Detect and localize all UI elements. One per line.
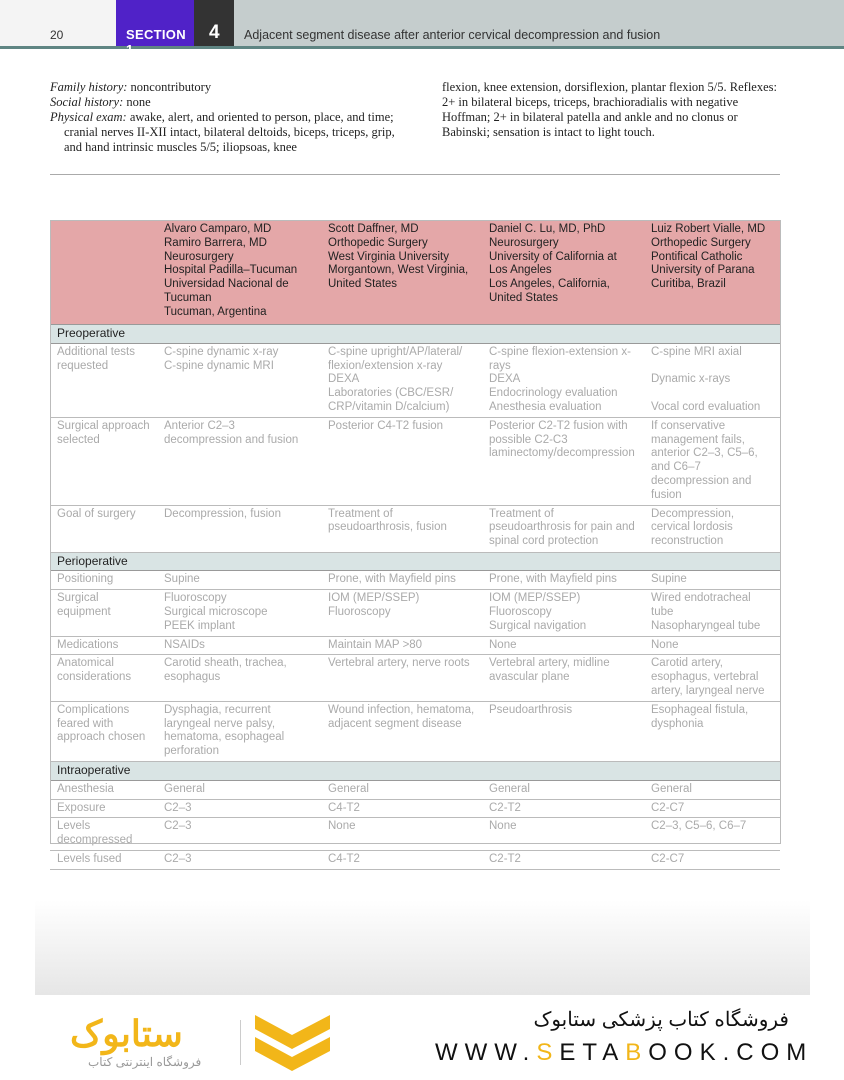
table-row — [50, 799, 780, 818]
row-label: Levels decompressed — [50, 818, 157, 851]
table-cell: C2–3, C5–6, C6–7 — [644, 818, 780, 851]
social-history: none — [123, 95, 151, 109]
table-cell: C2-T2 — [482, 799, 644, 818]
history-left-column — [50, 80, 400, 155]
surgeon-header-cell: Daniel C. Lu, MD, PhD Neurosurgery University of California at Los Angeles Los Angeles, California, United States — [482, 220, 644, 325]
table-cell: Wired endotracheal tube Nasopharyngeal tube — [644, 590, 780, 636]
table-row — [50, 701, 780, 761]
table-row — [50, 417, 780, 505]
running-header — [0, 0, 844, 57]
table-row — [50, 636, 780, 655]
physical-exam-continued: flexion, knee extension, dorsiflexion, plantar flexion 5/5. Reflexes: 2+ in bilateral biceps, triceps, brachioradialis with negative Hoffman; 2+ in bilateral patella and ankle and no clonus or Babinski; sensation is intact to light touch. — [442, 80, 777, 139]
table-cell: Dysphagia, recurrent laryngeal nerve palsy, hematoma, esophageal perforation — [157, 701, 321, 761]
table-cell: General — [157, 780, 321, 799]
surgeon-header-cell: Alvaro Camparo, MD Ramiro Barrera, MD Neurosurgery Hospital Padilla–Tucuman Universidad Nacional de Tucuman Tucuman, Argentina — [157, 220, 321, 325]
section-label: Preoperative — [50, 325, 780, 344]
page-bottom-shadow — [35, 900, 810, 995]
table-cell: Prone, with Mayfield pins — [321, 571, 482, 590]
table-cell: Posterior C2-T2 fusion with possible C2-C3 laminectomy/decompression — [482, 417, 644, 505]
social-history-label: Social history: — [50, 95, 124, 109]
physical-exam-label: Physical exam: — [50, 110, 127, 124]
section-label: Perioperative — [50, 552, 780, 571]
table-cell: Posterior C4-T2 fusion — [321, 417, 482, 505]
table-row — [50, 655, 780, 701]
table-cell: C-spine dynamic x-ray C-spine dynamic MRI — [157, 343, 321, 417]
divider — [50, 174, 780, 175]
row-label: Exposure — [50, 799, 157, 818]
family-history-label: Family history: — [50, 80, 128, 94]
table-cell: None — [482, 636, 644, 655]
table-cell: C2-C7 — [644, 850, 780, 869]
table-cell: Anterior C2–3 decompression and fusion — [157, 417, 321, 505]
family-history: noncontributory — [127, 80, 212, 94]
row-label: Surgical approach selected — [50, 417, 157, 505]
row-label: Anesthesia — [50, 780, 157, 799]
row-label: Goal of surgery — [50, 505, 157, 552]
row-label: Anatomical considerations — [50, 655, 157, 701]
table-cell: C-spine upright/AP/lateral/ flexion/extension x-ray DEXA Laboratories (CBC/ESR/ CRP/vitamin D/calcium) — [321, 343, 482, 417]
shop-url[interactable] — [435, 1039, 813, 1067]
table-cell: IOM (MEP/SSEP) Fluoroscopy Surgical navigation — [482, 590, 644, 636]
table-cell: Fluoroscopy Surgical microscope PEEK implant — [157, 590, 321, 636]
empty-header-cell — [50, 220, 157, 325]
table-cell: None — [321, 818, 482, 851]
page-number: 20 — [50, 28, 64, 42]
table-cell: Supine — [157, 571, 321, 590]
table-row — [50, 505, 780, 552]
table-cell: Esophageal fistula, dysphonia — [644, 701, 780, 761]
table-cell: NSAIDs — [157, 636, 321, 655]
url-part: B — [625, 1039, 649, 1066]
table-cell: C-spine MRI axial Dynamic x-rays Vocal cord evaluation — [644, 343, 780, 417]
table-cell: Pseudoarthrosis — [482, 701, 644, 761]
row-label: Additional tests requested — [50, 343, 157, 417]
table-cell: General — [321, 780, 482, 799]
table-cell: Decompression, cervical lordosis reconstruction — [644, 505, 780, 552]
row-label: Complications feared with approach chosen — [50, 701, 157, 761]
table-cell: Vertebral artery, midline avascular plane — [482, 655, 644, 701]
page-number-box — [0, 0, 116, 46]
table-cell: Treatment of pseudoarthrosis for pain and spinal cord protection — [482, 505, 644, 552]
chapter-title: Adjacent segment disease after anterior cervical decompression and fusion — [244, 28, 661, 42]
surgeon-comparison-table — [50, 220, 780, 870]
url-part: OOK.COM — [648, 1039, 814, 1066]
table-cell: General — [482, 780, 644, 799]
table-cell: C2–3 — [157, 850, 321, 869]
table-cell: C2–3 — [157, 818, 321, 851]
setabook-logo: ستابوک — [70, 1013, 183, 1054]
table-cell: C2–3 — [157, 799, 321, 818]
section-label: SECTION 1 — [126, 27, 186, 57]
row-label: Surgical equipment — [50, 590, 157, 636]
table-cell: Supine — [644, 571, 780, 590]
section-row — [50, 552, 780, 571]
logo-separator — [240, 1020, 241, 1065]
table-cell: C4-T2 — [321, 850, 482, 869]
table-cell: Carotid sheath, trachea, esophagus — [157, 655, 321, 701]
table-cell: Prone, with Mayfield pins — [482, 571, 644, 590]
table-cell: General — [644, 780, 780, 799]
table-header-row — [50, 220, 780, 325]
table-cell: Vertebral artery, nerve roots — [321, 655, 482, 701]
history-right-column — [442, 80, 782, 140]
section-badge — [116, 0, 194, 57]
table-cell: None — [482, 818, 644, 851]
table-row — [50, 780, 780, 799]
section-row — [50, 761, 780, 780]
table-row — [50, 818, 780, 851]
section-row — [50, 325, 780, 344]
surgeon-header-cell: Luiz Robert Vialle, MD Orthopedic Surgery Pontifical Catholic University of Parana Curitiba, Brazil — [644, 220, 780, 325]
url-part: S — [536, 1039, 560, 1066]
table-row — [50, 571, 780, 590]
shop-name: فروشگاه کتاب پزشکی ستابوک — [533, 1009, 789, 1031]
table-cell: If conservative management fails, anterior C2–3, C5–6, and C6–7 decompression and fusion — [644, 417, 780, 505]
table-cell: C-spine flexion-extension x-rays DEXA Endocrinology evaluation Anesthesia evaluation — [482, 343, 644, 417]
row-label: Positioning — [50, 571, 157, 590]
table-cell: Wound infection, hematoma, adjacent segment disease — [321, 701, 482, 761]
table-cell: C4-T2 — [321, 799, 482, 818]
chevron-logo-icon — [255, 1015, 330, 1073]
table-cell: C2-C7 — [644, 799, 780, 818]
row-label: Medications — [50, 636, 157, 655]
table-cell: IOM (MEP/SSEP) Fluoroscopy — [321, 590, 482, 636]
table-cell: Maintain MAP >80 — [321, 636, 482, 655]
table-cell: C2-T2 — [482, 850, 644, 869]
table-cell: None — [644, 636, 780, 655]
table-cell: Carotid artery, esophagus, vertebral artery, laryngeal nerve — [644, 655, 780, 701]
watermark-footer — [0, 995, 844, 1080]
chapter-number: 4 — [209, 22, 220, 43]
url-part: WWW. — [435, 1039, 537, 1066]
table-row — [50, 343, 780, 417]
table-cell: Decompression, fusion — [157, 505, 321, 552]
surgeon-header-cell: Scott Daffner, MD Orthopedic Surgery West Virginia University Morgantown, West Virginia, United States — [321, 220, 482, 325]
url-part: ETA — [559, 1039, 626, 1066]
logo-subtitle: فروشگاه اینترنتی کتاب — [88, 1055, 202, 1069]
row-label: Levels fused — [50, 850, 157, 869]
table-row — [50, 850, 780, 869]
physical-exam: awake, alert, and oriented to person, place, and time; cranial nerves II-XII intact, bilateral deltoids, biceps, triceps, grip, and hand intrinsic muscles 5/5; iliopsoas, knee — [64, 110, 395, 154]
section-label: Intraoperative — [50, 761, 780, 780]
chapter-number-badge — [194, 0, 234, 46]
table-cell: Treatment of pseudoarthrosis, fusion — [321, 505, 482, 552]
table-row — [50, 590, 780, 636]
